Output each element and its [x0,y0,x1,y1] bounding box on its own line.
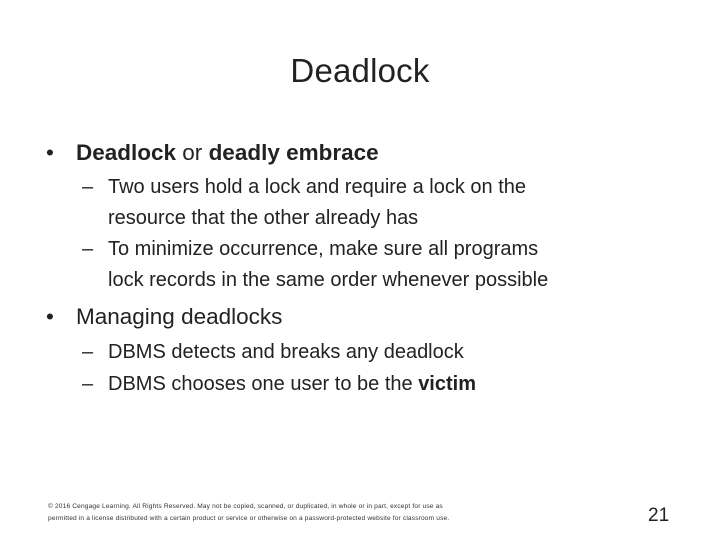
dash-marker: – [82,341,94,363]
term-victim: victim [418,373,476,395]
bullet-deadlock [46,139,379,167]
sub-bullet-detects [82,337,668,368]
dash-marker: – [82,176,94,198]
sub-bullet-line: resource that the other already has [108,207,419,229]
sub-bullet-line: Two users hold a lock and require a lock on the [108,176,527,198]
sub-bullet-hold-lock [82,172,668,234]
bullet-text: Managing deadlocks [76,304,283,329]
sub-bullet-line: To minimize occurrence, make sure all programs [108,238,539,260]
term-deadlock: Deadlock [76,140,177,165]
bullet-marker: • [46,140,54,165]
footer-line: permitted in a license distributed with a certain product or service or otherwise on a password-protected website for classroom use. [48,515,450,522]
term-deadly-embrace: deadly embrace [208,140,379,165]
copyright-footer [48,501,449,525]
sub-bullet-line [108,369,668,400]
sub-bullet-victim [82,369,668,400]
bullet-managing-deadlocks [46,303,283,331]
page-number: 21 [648,505,670,526]
dash-marker: – [82,373,94,395]
footer-line: © 2016 Cengage Learning. All Rights Reserved. May not be copied, scanned, or duplicated, in whole or in part, except for use as [48,503,443,510]
dash-marker: – [82,238,94,260]
sub-bullet-line: DBMS detects and breaks any deadlock [108,341,464,363]
sub-bullet-text: DBMS chooses one user to be the [108,373,419,395]
sub-bullet-minimize [82,234,688,296]
slide-title: Deadlock [290,52,430,89]
sub-bullet-line: lock records in the same order whenever possible [108,269,549,291]
bullet-connector: or [176,140,209,165]
bullet-marker: • [46,304,54,329]
